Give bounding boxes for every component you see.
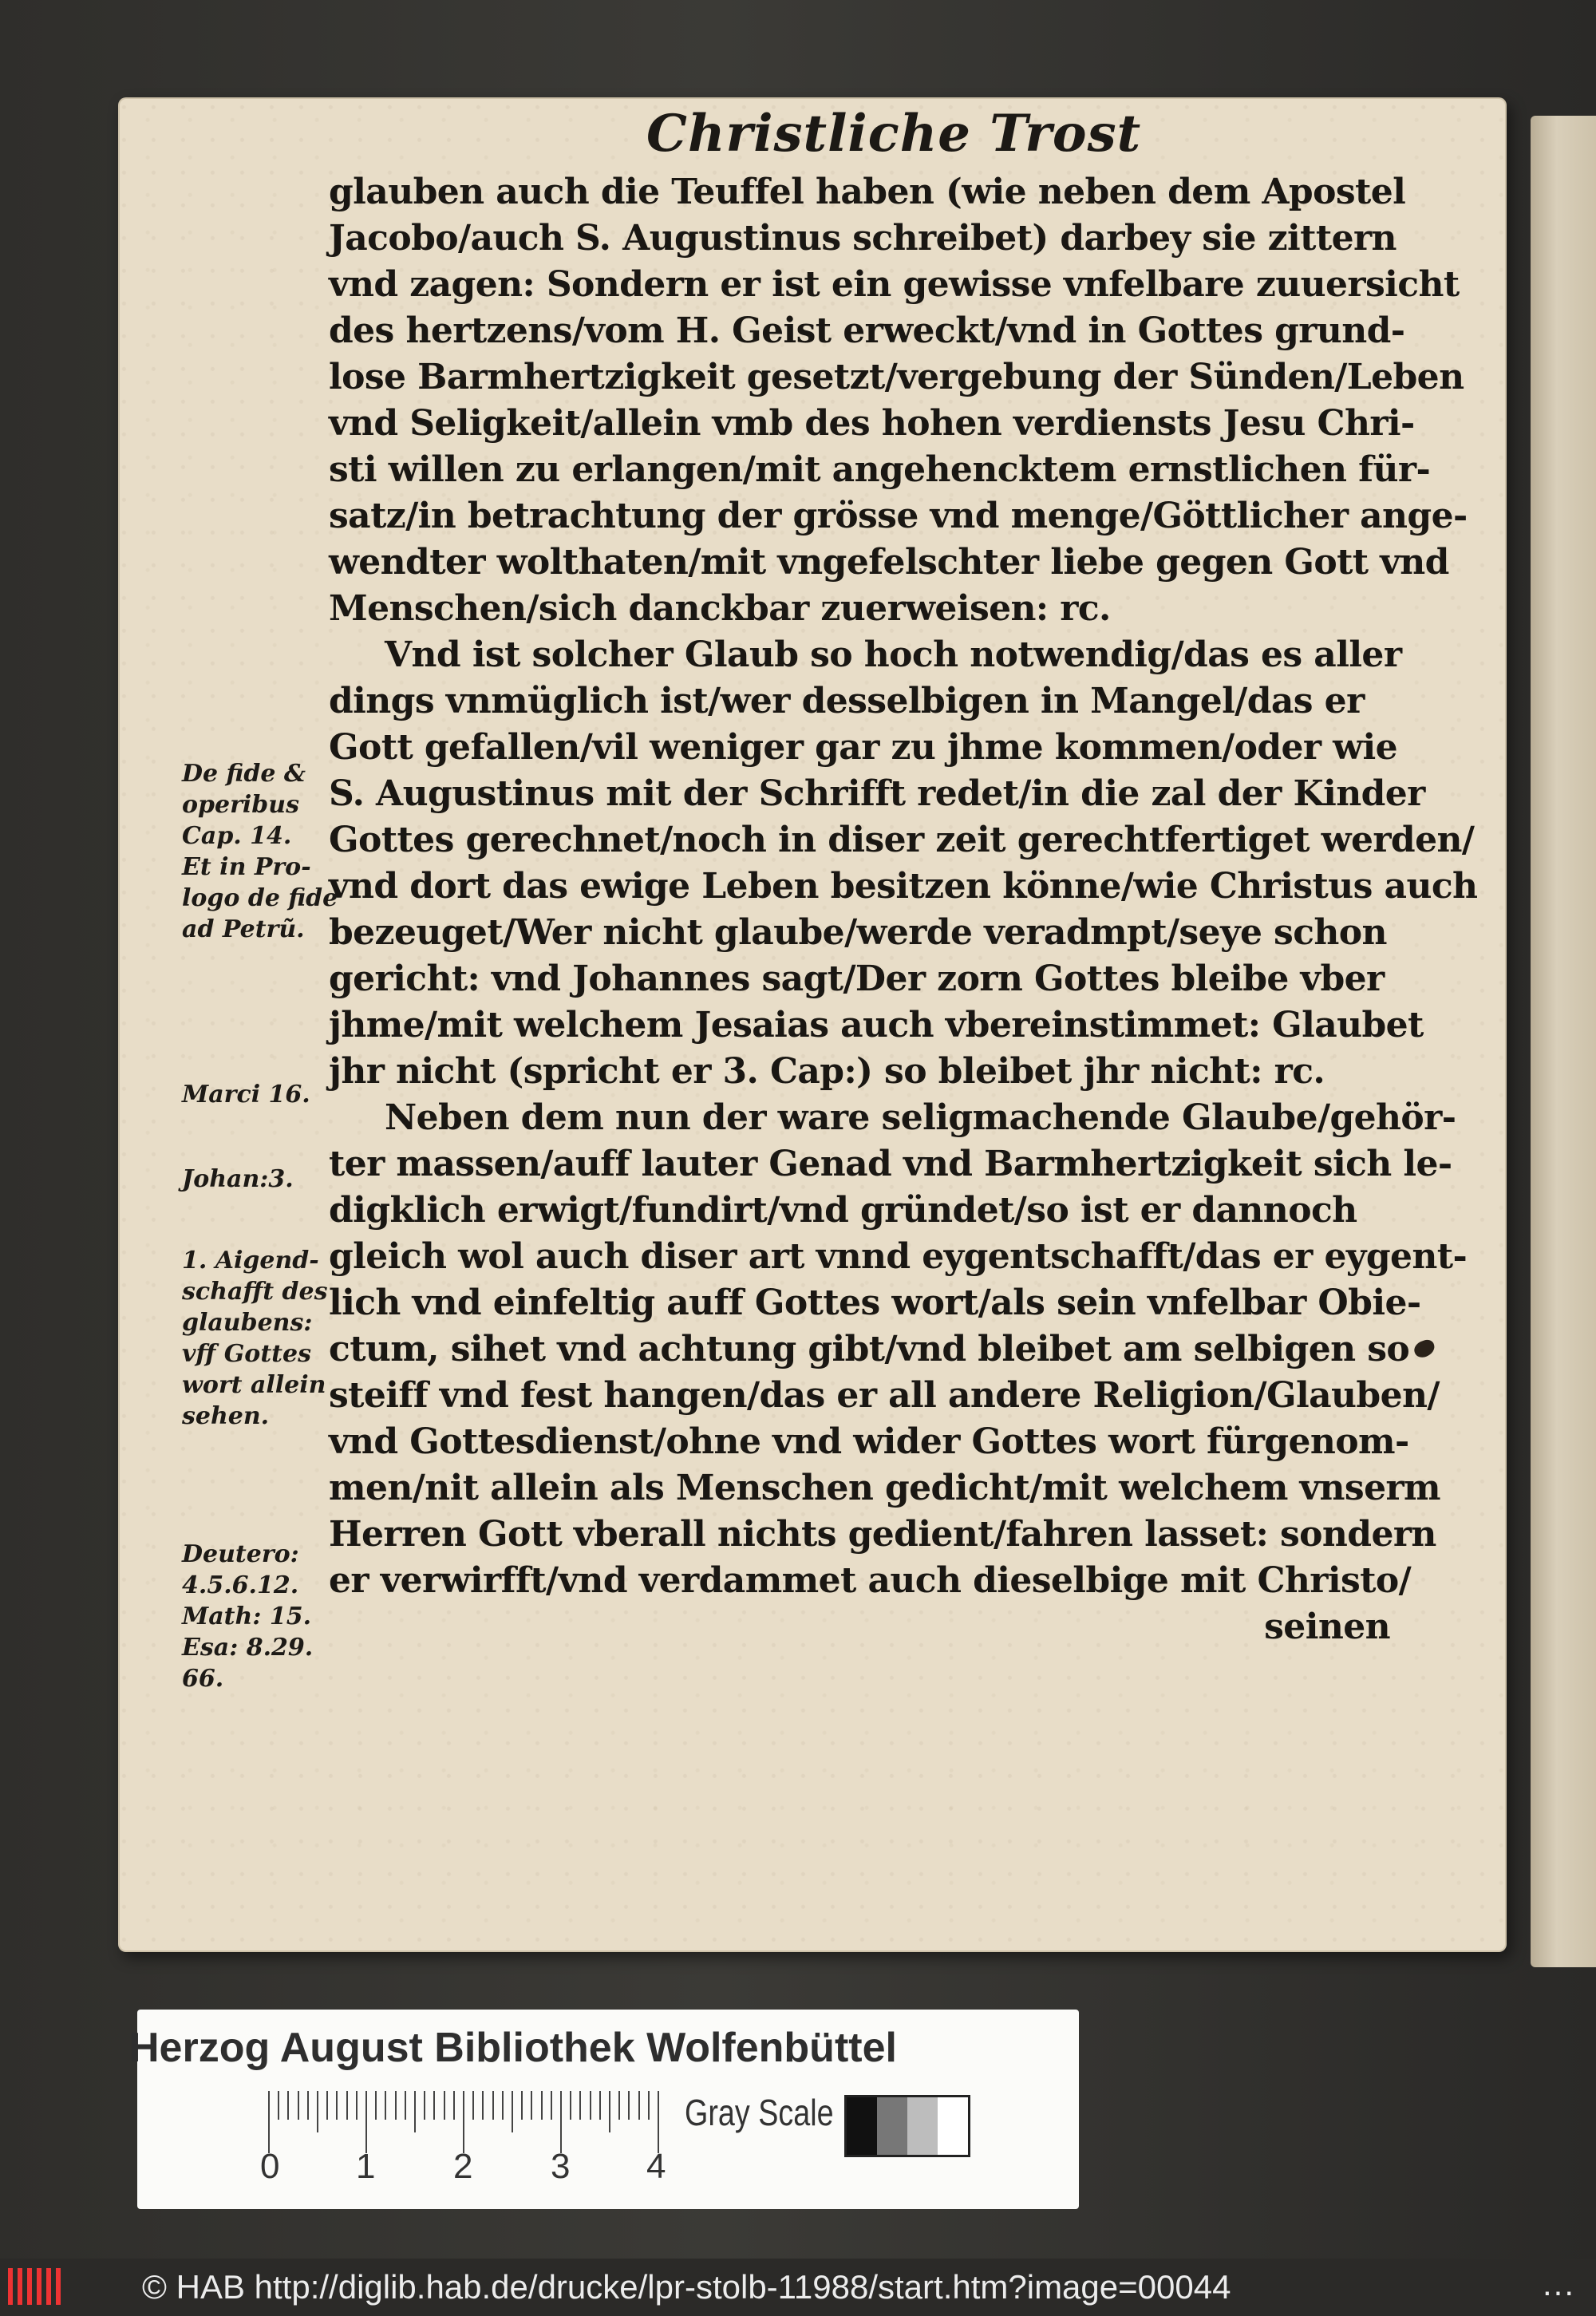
footer-source-link[interactable]: © HAB http://diglib.hab.de/drucke/lpr-stolb-11988/start.htm?image=00044: [142, 2268, 1231, 2306]
ruler-tick: [268, 2091, 270, 2153]
text-line: Neben dem nun der ware seligmachende Glaube/gehör-: [385, 1097, 1456, 1138]
ruler-tick: [463, 2091, 464, 2153]
margin-note-de-fide: De fide & operibus Cap. 14. Et in Pro- logo de fide ad Petrũ.: [182, 760, 338, 943]
ruler-tick: [560, 2091, 562, 2153]
hab-logo-icon: [8, 2268, 64, 2305]
text-line: lose Barmhertzigkeit gesetzt/vergebung der Sünden/Leben: [329, 357, 1464, 397]
ruler-tick: [541, 2091, 543, 2120]
text-line: vnd zagen: Sondern er ist ein gewisse vnfelbare zuuersicht: [329, 264, 1460, 305]
margin-note-aigenschafft: 1. Aigend- schafft des glaubens: vff Gottes wort allein sehen.: [182, 1247, 328, 1430]
ruler-tick: [658, 2091, 659, 2153]
ruler-tick: [365, 2091, 367, 2153]
margin-note-marci: Marci 16.: [182, 1081, 310, 1109]
ruler-tick: [326, 2091, 328, 2120]
ruler-tick: [570, 2091, 571, 2120]
text-line: sti willen zu erlangen/mit angehencktem ernstlichen für-: [329, 449, 1431, 490]
ruler-tick: [385, 2091, 386, 2120]
ruler-number: 1: [356, 2147, 376, 2186]
text-line: Gott gefallen/vil weniger gar zu jhme kommen/oder wie: [329, 727, 1397, 768]
ruler-tick: [492, 2091, 494, 2120]
ruler-tick: [599, 2091, 601, 2120]
ruler-tick: [336, 2091, 338, 2120]
text-line: vnd Seligkeit/allein vmb des hohen verdiensts Jesu Chri-: [329, 403, 1415, 444]
text-line: lich vnd einfeltig auff Gottes wort/als sein vnfelbar Obie-: [329, 1282, 1421, 1323]
ruler-tick: [512, 2091, 513, 2132]
ruler-tick: [375, 2091, 377, 2120]
gray-swatch: [907, 2097, 938, 2155]
text-line: jhr nicht (spricht er 3. Cap:) so bleibet jhr nicht: rc.: [329, 1051, 1325, 1092]
ruler-tick: [317, 2091, 318, 2132]
facing-page-edge: [1531, 116, 1596, 1967]
ruler-tick: [453, 2091, 455, 2120]
ruler-tick: [531, 2091, 532, 2120]
ruler-number: 4: [646, 2147, 666, 2186]
ruler-tick: [502, 2091, 504, 2120]
ruler-number: 3: [551, 2147, 571, 2186]
ruler-tick: [628, 2091, 630, 2120]
text-line: Vnd ist solcher Glaub so hoch notwendig/das es aller: [385, 634, 1402, 675]
ruler-tick: [424, 2091, 425, 2120]
ruler-tick: [609, 2091, 610, 2132]
text-line: jhme/mit welchem Jesaias auch vbereinstimmet: Glaubet: [329, 1005, 1424, 1045]
text-line: er verwirfft/vnd verdammet auch dieselbige mit Christo/: [329, 1560, 1412, 1601]
ruler-tick: [287, 2091, 289, 2120]
footer-bar: [0, 2259, 1596, 2316]
ruler-tick: [648, 2091, 650, 2120]
ruler-number: 0: [260, 2147, 280, 2186]
text-line: S. Augustinus mit der Schrifft redet/in die zal der Kinder: [329, 773, 1425, 814]
ruler-number: 2: [453, 2147, 473, 2186]
ruler-tick: [638, 2091, 640, 2120]
text-line: dings vnmüglich ist/wer desselbigen in Mangel/das er: [329, 681, 1365, 721]
ruler-tick: [551, 2091, 552, 2120]
footer-more: ...: [1542, 2265, 1575, 2302]
ruler-tick: [472, 2091, 474, 2120]
gray-swatch: [938, 2097, 968, 2155]
running-head: Christliche Trost: [646, 104, 1142, 164]
ruler-tick: [618, 2091, 620, 2120]
library-name: Herzog August Bibliothek Wolfenbüttel: [129, 2025, 897, 2071]
text-line: des hertzens/vom H. Geist erweckt/vnd in Gottes grund-: [329, 310, 1405, 351]
text-line: Gottes gerechnet/noch in diser zeit gerechtfertiget werden/: [329, 820, 1475, 860]
gray-scale-swatches: [844, 2095, 970, 2157]
text-line: men/nit allein als Menschen gedicht/mit welchem vnserm: [329, 1468, 1441, 1508]
ruler-tick: [278, 2091, 279, 2120]
text-line: gericht: vnd Johannes sagt/Der zorn Gottes bleibe vber: [329, 958, 1385, 999]
text-line: seinen: [1264, 1607, 1390, 1647]
ruler-tick: [405, 2091, 406, 2120]
text-line: steiff vnd fest hangen/das er all andere Religion/Glauben/: [329, 1375, 1440, 1416]
scale-ruler: [268, 2091, 667, 2153]
text-line: vnd Gottesdienst/ohne vnd wider Gottes wort fürgenom-: [329, 1421, 1409, 1462]
text-line: vnd dort das ewige Leben besitzen könne/wie Christus auch: [329, 866, 1478, 907]
text-line: Herren Gott vberall nichts gedient/fahren lasset: sondern: [329, 1514, 1436, 1555]
text-line: ctum, sihet vnd achtung gibt/vnd bleibet am selbigen so: [329, 1329, 1410, 1369]
gray-swatch: [877, 2097, 907, 2155]
margin-note-deutero: Deutero: 4.5.6.12. Math: 15. Esa: 8.29. 66.: [182, 1540, 314, 1693]
text-line: bezeuget/Wer nicht glaube/werde veradmpt/seye schon: [329, 912, 1387, 953]
text-line: glauben auch die Teuffel haben (wie neben dem Apostel: [329, 172, 1406, 212]
ruler-tick: [521, 2091, 523, 2120]
ruler-tick: [395, 2091, 397, 2120]
text-line: wendter wolthaten/mit vngefelschter liebe gegen Gott vnd: [329, 542, 1449, 583]
ruler-tick: [414, 2091, 416, 2132]
ruler-tick: [307, 2091, 309, 2120]
margin-note-johan: Johan:3.: [182, 1165, 294, 1193]
gray-swatch: [847, 2097, 877, 2155]
ruler-tick: [356, 2091, 358, 2120]
ruler-tick: [298, 2091, 299, 2120]
body-text: [329, 169, 1478, 1650]
ruler-tick: [346, 2091, 348, 2120]
ruler-tick: [433, 2091, 435, 2120]
text-line: satz/in betrachtung der grösse vnd menge/Göttlicher ange-: [329, 496, 1468, 536]
text-line: Menschen/sich danckbar zuerweisen: rc.: [329, 588, 1111, 629]
text-line: Jacobo/auch S. Augustinus schreibet) darbey sie zittern: [329, 218, 1396, 259]
ruler-tick: [579, 2091, 581, 2120]
ruler-tick: [590, 2091, 591, 2120]
text-line: ter massen/auff lauter Genad vnd Barmhertzigkeit sich le-: [329, 1144, 1452, 1184]
ruler-tick: [444, 2091, 445, 2120]
gray-scale-label: Gray Scale: [685, 2092, 834, 2133]
ruler-tick: [482, 2091, 484, 2120]
text-line: gleich wol auch diser art vnnd eygentschafft/das er eygent-: [329, 1236, 1468, 1277]
text-line: digklich erwigt/fundirt/vnd gründet/so ist er dannoch: [329, 1190, 1357, 1231]
